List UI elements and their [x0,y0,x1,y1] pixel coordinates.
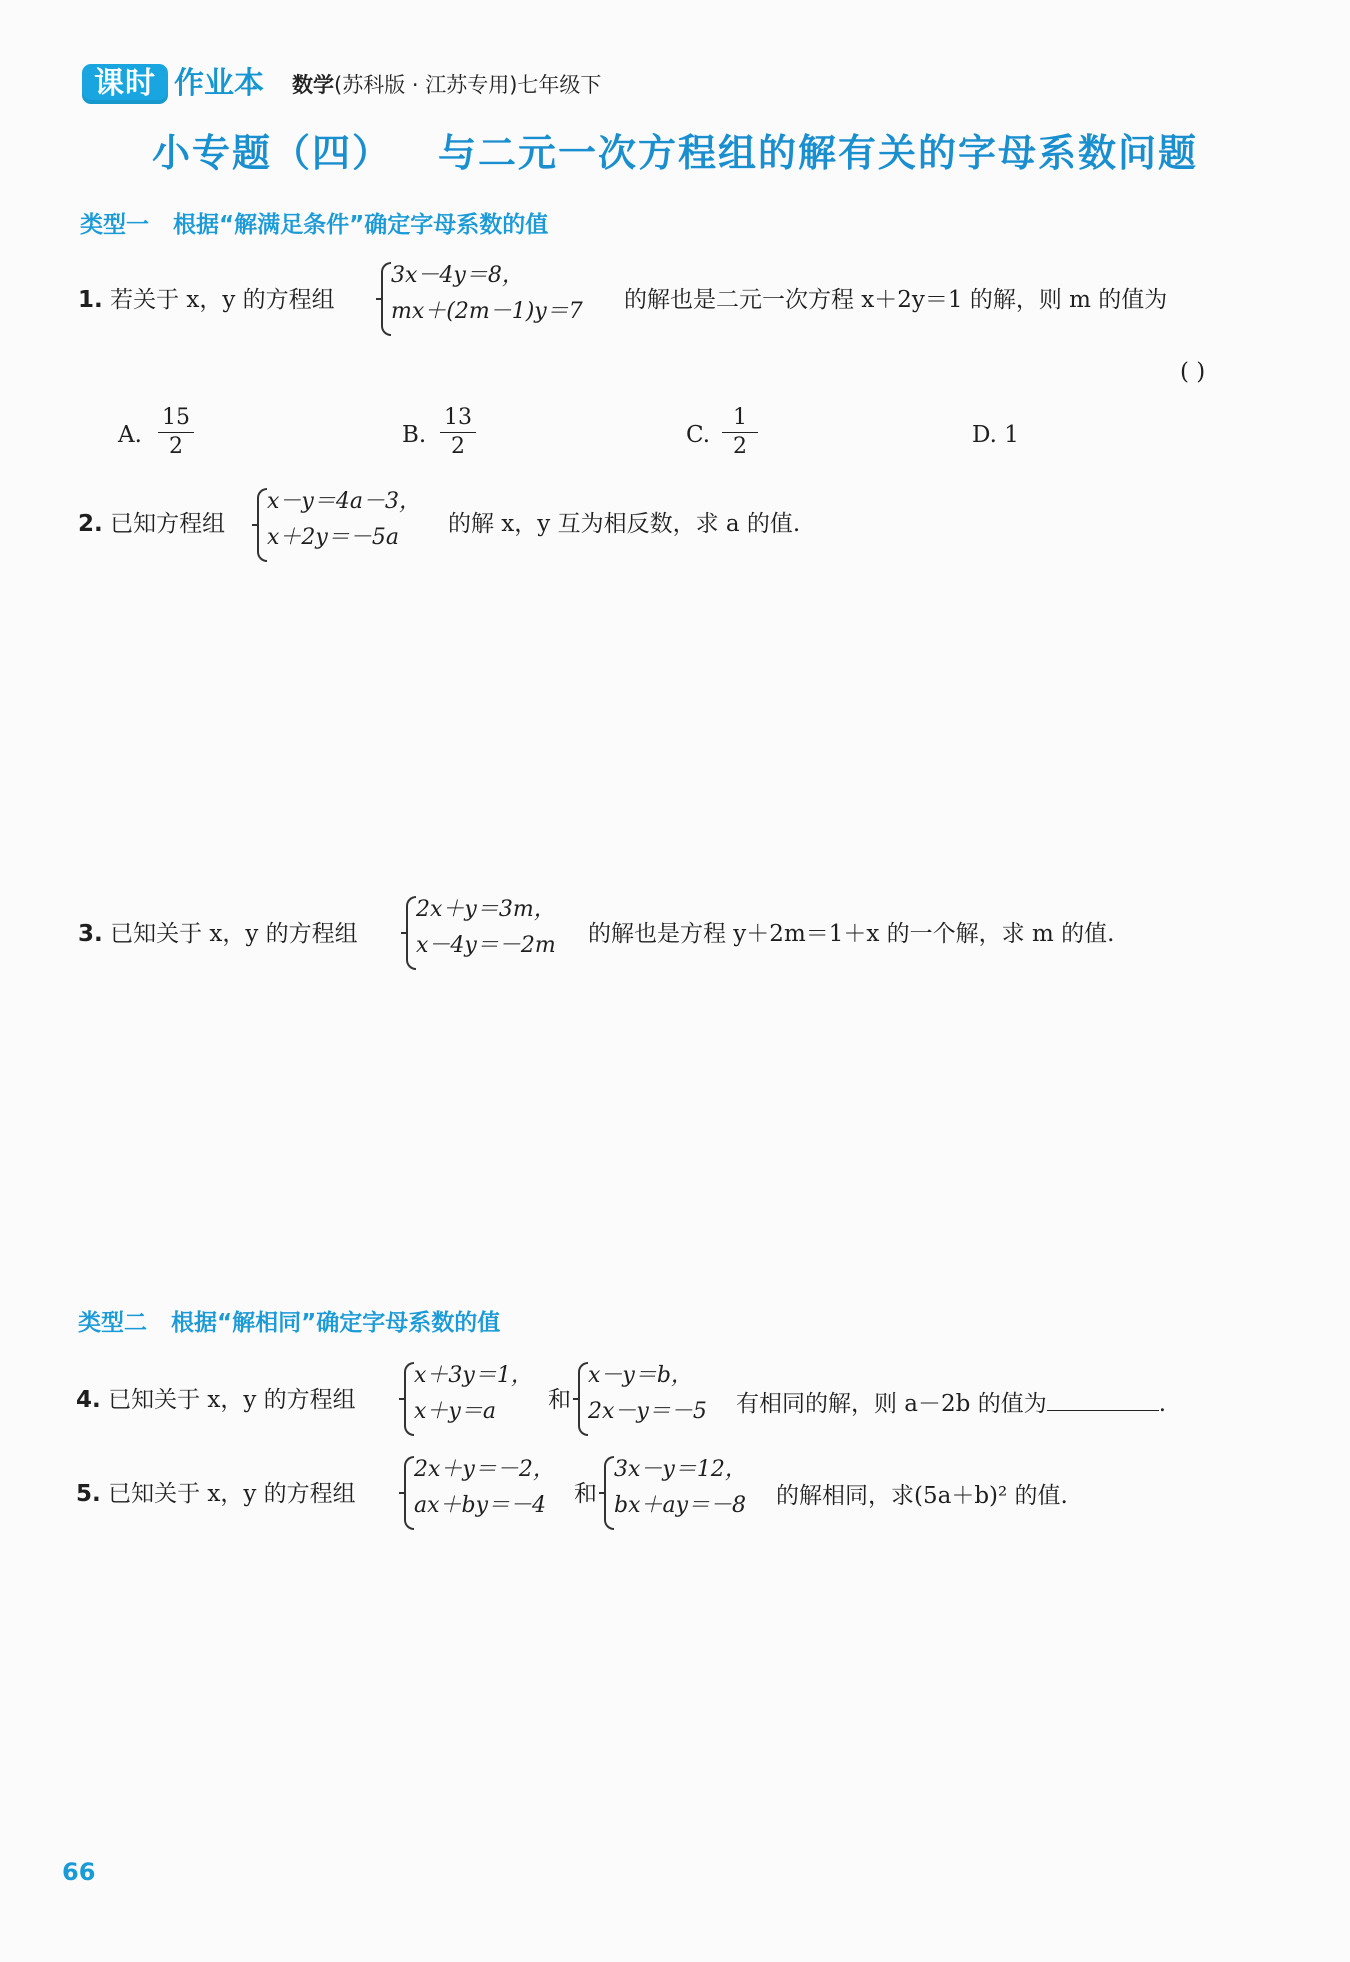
question-2-pre: 已知方程组 [110,511,226,537]
section-1-label: 类型一 [80,212,149,238]
question-number: 4. [76,1387,101,1413]
title-part2: 与二元一次方程组的解有关的字母系数问题 [438,130,1199,175]
question-3-pre: 已知关于 x，y 的方程组 [110,921,358,947]
question-3-system [416,892,556,964]
denominator: 2 [169,434,183,459]
and-word: 和 [548,1387,571,1413]
equation: x－4y＝－2m [416,933,556,958]
question-1-system [391,258,583,330]
numerator: 15 [158,404,194,433]
question-5-system-b [614,1452,747,1524]
book-info [292,70,601,100]
question-4-post-text: 有相同的解，则 a－2b 的值为 [736,1391,1047,1417]
question-number: 5. [76,1481,101,1507]
question-4-pre: 已知关于 x，y 的方程组 [108,1387,356,1413]
system-brace [257,488,267,562]
option-c-label: C. [686,422,711,448]
system-brace [404,1456,414,1530]
option-a-label: A. [118,422,142,448]
question-1-stem [78,284,335,316]
option-b-fraction [440,404,476,461]
equation: x＋2y＝－5a [267,525,399,550]
system-brace [604,1456,614,1530]
answer-paren: ( ) [1180,359,1206,385]
question-number: 3. [78,921,103,947]
system-brace [404,1362,414,1436]
equation: 2x－y＝－5 [588,1399,707,1424]
question-5-post: 的解相同，求(5a＋b)² 的值. [776,1483,1068,1509]
question-number: 2. [78,511,103,537]
section-1-text: 根据“解满足条件”确定字母系数的值 [173,212,549,238]
question-4-stem [76,1384,356,1416]
equation: 3x－y＝12， [614,1457,747,1482]
denominator: 2 [733,434,747,459]
numerator: 1 [722,404,758,433]
equation: x－y＝4a－3， [267,489,421,514]
question-number: 1. [78,287,103,313]
option-b-label: B. [402,422,427,448]
equation: bx＋ay＝－8 [614,1493,747,1518]
section-heading-1 [80,206,548,239]
equation: 2x＋y＝－2， [414,1457,555,1482]
edition-label: (苏科版 · 江苏专用)七年级下 [334,73,602,97]
answer-blank[interactable] [1047,1386,1159,1411]
section-2-text: 根据“解相同”确定字母系数的值 [171,1310,501,1336]
equation: x＋y＝a [414,1399,496,1424]
question-5-pre: 已知关于 x，y 的方程组 [108,1481,356,1507]
equation: 2x＋y＝3m， [416,897,556,922]
question-3-stem [78,918,358,950]
question-2-post: 的解 x，y 互为相反数，求 a 的值. [448,511,801,537]
denominator: 2 [451,434,465,459]
brand-logo: 课时 [82,64,168,104]
question-1-pre: 若关于 x，y 的方程组 [110,287,335,313]
question-5-system-a [414,1452,555,1524]
equation: x－y＝b， [588,1363,693,1388]
equation: x＋3y＝1， [414,1363,533,1388]
option-d [972,422,1019,448]
system-brace [578,1362,588,1436]
question-1-post: 的解也是二元一次方程 x＋2y＝1 的解，则 m 的值为 [624,287,1168,313]
question-5-stem [76,1478,356,1510]
question-3-post: 的解也是方程 y＋2m＝1＋x 的一个解，求 m 的值. [588,921,1115,947]
question-4-post [736,1386,1166,1420]
question-4-end: . [1158,1391,1167,1417]
question-4-system-a [414,1358,533,1430]
section-heading-2 [78,1304,500,1337]
option-d-label: D. [972,422,997,448]
option-c-fraction [722,404,758,461]
system-brace [381,262,391,336]
option-a-fraction [158,404,194,461]
question-2-system [267,484,421,556]
page-number: 66 [62,1858,96,1886]
question-4-system-b [588,1358,707,1430]
title-part1: 小专题（四） [151,130,392,175]
option-d-value: 1 [1004,422,1019,448]
page-title [0,122,1350,177]
numerator: 13 [440,404,476,433]
system-brace [406,896,416,970]
equation: ax＋by＝－4 [414,1493,547,1518]
subject-label: 数学 [292,73,334,97]
brand-name: 作业本 [174,66,264,101]
equation: 3x－4y＝8， [391,263,524,288]
and-word: 和 [574,1481,597,1507]
section-2-label: 类型二 [78,1310,147,1336]
question-2-stem [78,508,225,540]
equation: mx＋(2m－1)y＝7 [391,299,583,324]
